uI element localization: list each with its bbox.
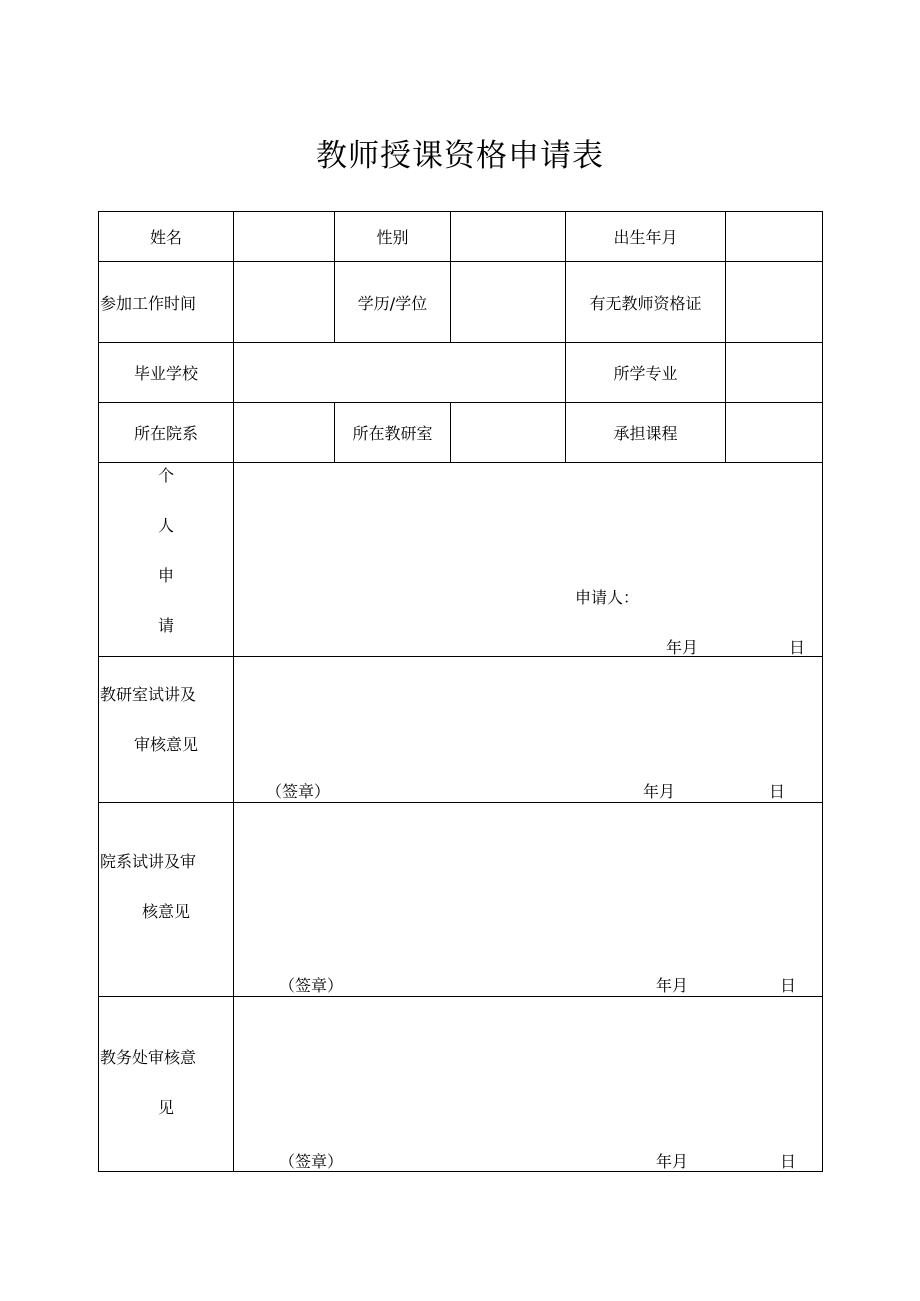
label-line: 审核意见: [133, 734, 198, 754]
school-label: 毕业学校: [99, 343, 234, 403]
form-row-basic: [99, 212, 823, 262]
academic-review-label: [99, 997, 234, 1172]
office-label: 所在教研室: [335, 403, 451, 463]
major-label: 所学专业: [566, 343, 726, 403]
office-field[interactable]: [451, 403, 566, 463]
birth-label: 出生年月: [566, 212, 726, 262]
date-day: 日: [769, 782, 786, 801]
form-row-work: [99, 262, 823, 343]
label-char: 申: [157, 566, 174, 585]
work-time-field[interactable]: [234, 262, 335, 343]
name-field[interactable]: [234, 212, 335, 262]
applicant-label: 申请人：: [575, 588, 640, 607]
academic-review-field[interactable]: [234, 997, 823, 1172]
form-row-academic-review: [99, 997, 823, 1172]
education-field[interactable]: [451, 262, 566, 343]
date-year-month: 年月: [656, 976, 689, 995]
form-row-personal: [99, 463, 823, 657]
seal-label: （签章）: [266, 782, 331, 801]
course-label: 承担课程: [566, 403, 726, 463]
label-char: 人: [157, 516, 174, 535]
office-review-label: [99, 657, 234, 803]
work-time-label: 参加工作时间: [99, 262, 234, 343]
dept-review-label: [99, 803, 234, 997]
date-day: 日: [780, 976, 797, 995]
form-row-office-review: [99, 657, 823, 803]
date-year-month: 年月: [656, 1152, 689, 1171]
department-field[interactable]: [234, 403, 335, 463]
certificate-field[interactable]: [726, 262, 823, 343]
date-year-month: 年月: [643, 782, 676, 801]
label-line: 见: [157, 1097, 174, 1117]
personal-application-field[interactable]: [234, 463, 823, 657]
school-field[interactable]: [234, 343, 566, 403]
education-label: 学历/学位: [335, 262, 451, 343]
label-line: 核意见: [141, 901, 190, 921]
date-day: 日: [780, 1152, 797, 1171]
page-title: 教师授课资格申请表: [316, 138, 604, 174]
department-label: 所在院系: [99, 403, 234, 463]
seal-label: （签章）: [279, 976, 344, 995]
label-line: 院系试讲及审: [100, 851, 197, 871]
gender-label: 性别: [335, 212, 451, 262]
application-form: [98, 211, 823, 1172]
course-field[interactable]: [726, 403, 823, 463]
dept-review-field[interactable]: [234, 803, 823, 997]
personal-application-label: [99, 463, 234, 657]
name-label: 姓名: [99, 212, 234, 262]
date-day: 日: [789, 638, 806, 657]
office-review-field[interactable]: [234, 657, 823, 803]
certificate-label: 有无教师资格证: [566, 262, 726, 343]
seal-label: （签章）: [279, 1152, 344, 1171]
label-char: 个: [157, 466, 174, 485]
birth-field[interactable]: [726, 212, 823, 262]
major-field[interactable]: [726, 343, 823, 403]
gender-field[interactable]: [451, 212, 566, 262]
label-line: 教务处审核意: [100, 1047, 197, 1067]
label-char: 请: [157, 616, 174, 635]
form-row-school: [99, 343, 823, 403]
form-row-dept-review: [99, 803, 823, 997]
date-year-month: 年月: [666, 638, 699, 657]
label-line: 教研室试讲及: [100, 684, 197, 704]
